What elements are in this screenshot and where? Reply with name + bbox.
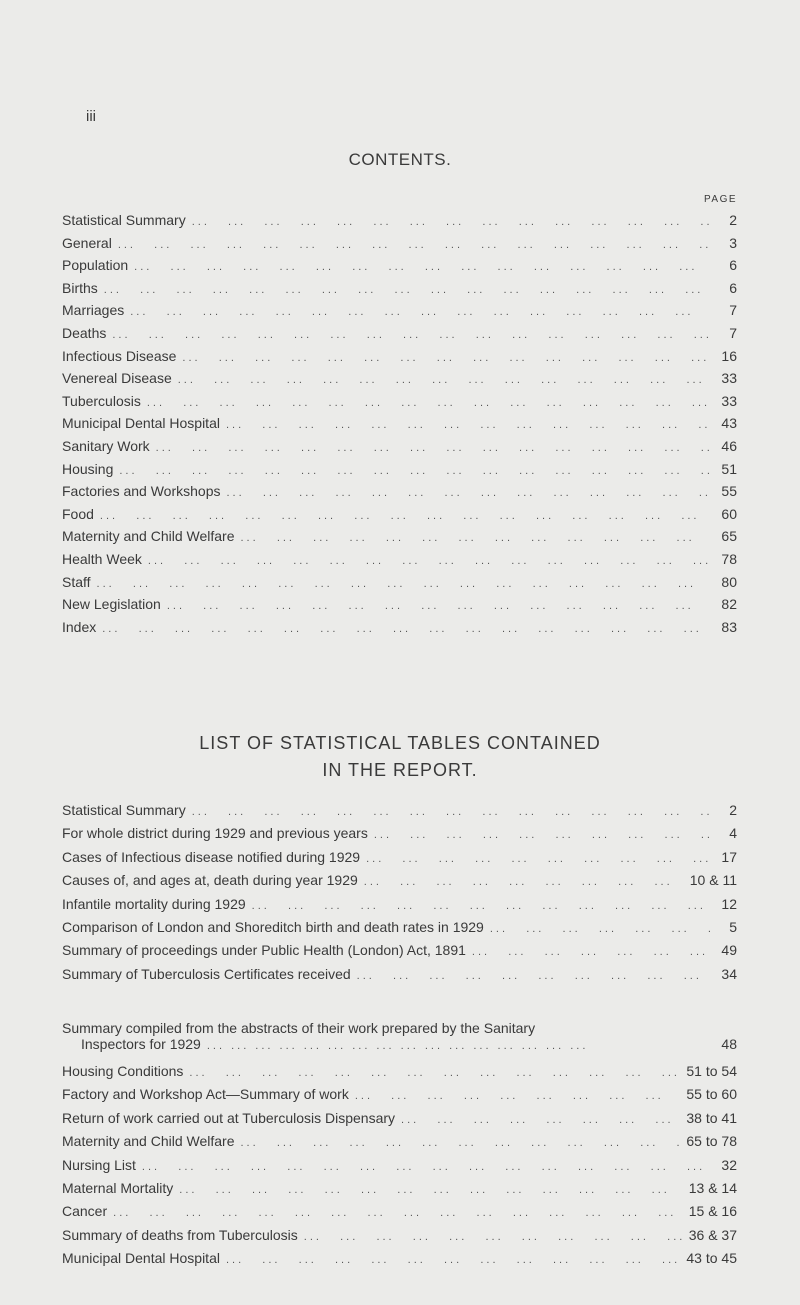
dot-leader bbox=[104, 284, 711, 296]
entry-label: Index bbox=[62, 618, 97, 635]
entry-label: General bbox=[62, 234, 112, 251]
tables-entry bbox=[62, 966, 737, 987]
tables-entry bbox=[62, 1063, 737, 1084]
tables-entry bbox=[62, 849, 737, 870]
entry-label: Factory and Workshop Act—Summary of work bbox=[62, 1086, 349, 1103]
contents-entry bbox=[62, 438, 737, 459]
entry-page: 55 bbox=[721, 483, 737, 500]
tables-entry-wrapped bbox=[62, 1020, 742, 1052]
entry-page: 78 bbox=[721, 551, 737, 567]
contents-title: CONTENTS. bbox=[348, 150, 452, 169]
dot-leader bbox=[182, 352, 711, 364]
entry-label: Health Week bbox=[62, 551, 142, 567]
entry-page: 7 bbox=[729, 302, 737, 319]
dot-leader bbox=[97, 578, 711, 590]
entry-label: Factories and Workshops bbox=[62, 483, 221, 500]
entry-label: Municipal Dental Hospital bbox=[62, 1250, 220, 1267]
entry-page: 83 bbox=[721, 618, 737, 635]
entry-label-line2: Inspectors for 1929 bbox=[81, 1036, 201, 1052]
contents-entry bbox=[62, 574, 737, 595]
tables-entry bbox=[62, 896, 737, 917]
contents-entry bbox=[62, 506, 737, 527]
dot-leader bbox=[130, 306, 711, 318]
dot-leader bbox=[226, 487, 711, 499]
contents-entry bbox=[62, 528, 737, 549]
dot-leader bbox=[472, 946, 711, 958]
tables-entry bbox=[62, 872, 737, 893]
dot-leader bbox=[355, 1090, 681, 1102]
contents-entry bbox=[62, 280, 737, 301]
entry-label: Housing Conditions bbox=[62, 1063, 184, 1079]
entry-page: 2 bbox=[729, 802, 737, 818]
entry-page: 33 bbox=[721, 392, 737, 409]
dot-leader bbox=[113, 1207, 683, 1219]
entry-label: Maternity and Child Welfare bbox=[62, 528, 235, 545]
dot-leader bbox=[401, 1114, 680, 1126]
dot-leader bbox=[189, 1067, 680, 1079]
entry-page: 65 to 78 bbox=[686, 1133, 737, 1150]
entry-label: Nursing List bbox=[62, 1156, 136, 1173]
entry-label: Comparison of London and Shoreditch birth and death rates in 1929 bbox=[62, 919, 484, 935]
entry-page: 43 to 45 bbox=[686, 1250, 737, 1267]
contents-entry bbox=[62, 393, 737, 414]
entry-label: Summary of Tuberculosis Certificates received bbox=[62, 965, 351, 982]
entry-page: 80 bbox=[721, 573, 737, 590]
contents-entry bbox=[62, 348, 737, 369]
entry-page: 51 bbox=[721, 460, 737, 477]
tables-entry bbox=[62, 1133, 737, 1154]
contents-entry bbox=[62, 596, 737, 617]
entry-page: 6 bbox=[729, 279, 737, 296]
entry-label: Cases of Infectious disease notified during 1929 bbox=[62, 848, 361, 865]
dot-leader bbox=[192, 806, 711, 818]
entry-label: Sanitary Work bbox=[62, 438, 150, 454]
tables-entry bbox=[62, 825, 737, 846]
dot-leader: ... ... ... ... ... ... ... ... ... ... ... ... ... ... ... ... bbox=[206, 1040, 589, 1052]
contents-entry bbox=[62, 325, 737, 346]
dot-leader bbox=[252, 900, 711, 912]
contents-entry bbox=[62, 370, 737, 391]
tables-entry bbox=[62, 1086, 737, 1107]
entry-page: 49 bbox=[721, 942, 737, 959]
tables-entry bbox=[62, 1110, 737, 1131]
contents-entry bbox=[62, 302, 737, 323]
dot-leader bbox=[192, 216, 711, 228]
contents-entry bbox=[62, 235, 737, 256]
entry-label: Tuberculosis bbox=[62, 392, 141, 409]
entry-label: For whole district during 1929 and previous years bbox=[62, 825, 368, 842]
dot-leader bbox=[304, 1231, 683, 1243]
entry-page: 46 bbox=[721, 438, 737, 454]
dot-leader bbox=[148, 555, 711, 567]
entry-label-line1: Summary compiled from the abstracts of their work prepared by the Sanitary bbox=[62, 1020, 536, 1036]
entry-label: Summary of proceedings under Public Health (London) Act, 1891 bbox=[62, 942, 466, 959]
tables-title-line2: IN THE REPORT. bbox=[322, 760, 478, 780]
tables-entry bbox=[62, 1250, 737, 1271]
entry-label: New Legislation bbox=[62, 596, 161, 613]
contents-entry bbox=[62, 461, 737, 482]
entry-page: 13 & 14 bbox=[688, 1180, 737, 1196]
entry-label: Marriages bbox=[62, 302, 125, 319]
tables-entry bbox=[62, 1157, 737, 1178]
dot-leader bbox=[364, 876, 684, 888]
tables-entry bbox=[62, 919, 737, 940]
dot-leader bbox=[490, 923, 711, 935]
dot-leader bbox=[112, 329, 711, 341]
tables-entry bbox=[62, 942, 737, 963]
entry-page: 5 bbox=[729, 919, 737, 935]
dot-leader bbox=[100, 510, 711, 522]
dot-leader bbox=[357, 970, 711, 982]
tables-entry bbox=[62, 1203, 737, 1224]
entry-label: Births bbox=[62, 279, 98, 296]
entry-page: 51 to 54 bbox=[686, 1063, 737, 1079]
contents-entry bbox=[62, 212, 737, 233]
dot-leader bbox=[240, 532, 711, 544]
contents-entry bbox=[62, 483, 737, 504]
entry-label: Maternity and Child Welfare bbox=[62, 1133, 235, 1150]
entry-page: 36 & 37 bbox=[688, 1226, 737, 1243]
contents-entry bbox=[62, 619, 737, 640]
dot-leader bbox=[134, 261, 711, 273]
dot-leader bbox=[179, 1184, 682, 1196]
entry-page: 3 bbox=[729, 234, 737, 251]
entry-label: Food bbox=[62, 505, 94, 522]
entry-label: Housing bbox=[62, 460, 114, 477]
entry-label: Statistical Summary bbox=[62, 802, 186, 818]
entry-label: Infantile mortality during 1929 bbox=[62, 895, 246, 912]
tables-entry bbox=[62, 1227, 737, 1248]
dot-leader bbox=[102, 623, 711, 635]
entry-page: 10 & 11 bbox=[689, 872, 737, 889]
page-column-label: PAGE bbox=[704, 194, 738, 205]
dot-leader bbox=[226, 1254, 680, 1266]
dot-leader bbox=[142, 1161, 711, 1173]
entry-page: 48 bbox=[721, 1036, 737, 1052]
entry-label: Cancer bbox=[62, 1203, 108, 1220]
entry-page: 34 bbox=[721, 965, 737, 982]
entry-page: 32 bbox=[721, 1156, 737, 1173]
entry-page: 16 bbox=[721, 347, 737, 364]
entry-page: 55 to 60 bbox=[686, 1086, 737, 1103]
entry-page: 4 bbox=[729, 825, 737, 842]
entry-label: Municipal Dental Hospital bbox=[62, 415, 220, 432]
tables-entry bbox=[62, 1180, 737, 1201]
dot-leader bbox=[240, 1137, 680, 1149]
contents-entry bbox=[62, 551, 737, 572]
entry-page: 6 bbox=[729, 257, 737, 274]
dot-leader bbox=[366, 853, 711, 865]
entry-page: 7 bbox=[729, 325, 737, 341]
entry-label: Deaths bbox=[62, 325, 107, 341]
entry-label: Causes of, and ages at, death during year 1929 bbox=[62, 872, 358, 889]
entry-page: 2 bbox=[729, 212, 737, 228]
entry-label: Summary of deaths from Tuberculosis bbox=[62, 1226, 298, 1243]
entry-page: 17 bbox=[721, 848, 737, 865]
entry-page: 43 bbox=[721, 415, 737, 432]
dot-leader bbox=[178, 374, 711, 386]
entry-page: 65 bbox=[721, 528, 737, 545]
tables-title-line1: LIST OF STATISTICAL TABLES CONTAINED bbox=[199, 733, 601, 753]
page-number: iii bbox=[86, 108, 96, 125]
entry-page: 38 to 41 bbox=[686, 1109, 737, 1126]
entry-page: 60 bbox=[721, 505, 737, 522]
dot-leader bbox=[119, 465, 711, 477]
entry-page: 82 bbox=[721, 596, 737, 613]
entry-label: Venereal Disease bbox=[62, 370, 172, 387]
entry-label: Return of work carried out at Tuberculosis Dispensary bbox=[62, 1109, 396, 1126]
entry-label: Maternal Mortality bbox=[62, 1180, 174, 1196]
tables-entry bbox=[62, 802, 737, 823]
entry-page: 33 bbox=[721, 370, 737, 387]
dot-leader bbox=[167, 600, 711, 612]
entry-label: Population bbox=[62, 257, 129, 274]
dot-leader bbox=[118, 239, 711, 251]
entry-page: 15 & 16 bbox=[688, 1203, 737, 1220]
contents-entry bbox=[62, 415, 737, 436]
entry-label: Statistical Summary bbox=[62, 212, 186, 228]
contents-entry bbox=[62, 257, 737, 278]
tables-title bbox=[0, 730, 800, 784]
entry-label: Infectious Disease bbox=[62, 347, 177, 364]
dot-leader bbox=[226, 419, 711, 431]
entry-page: 12 bbox=[721, 895, 737, 912]
dot-leader bbox=[156, 442, 711, 454]
entry-label: Staff bbox=[62, 573, 91, 590]
dot-leader bbox=[374, 829, 711, 841]
dot-leader bbox=[147, 397, 711, 409]
